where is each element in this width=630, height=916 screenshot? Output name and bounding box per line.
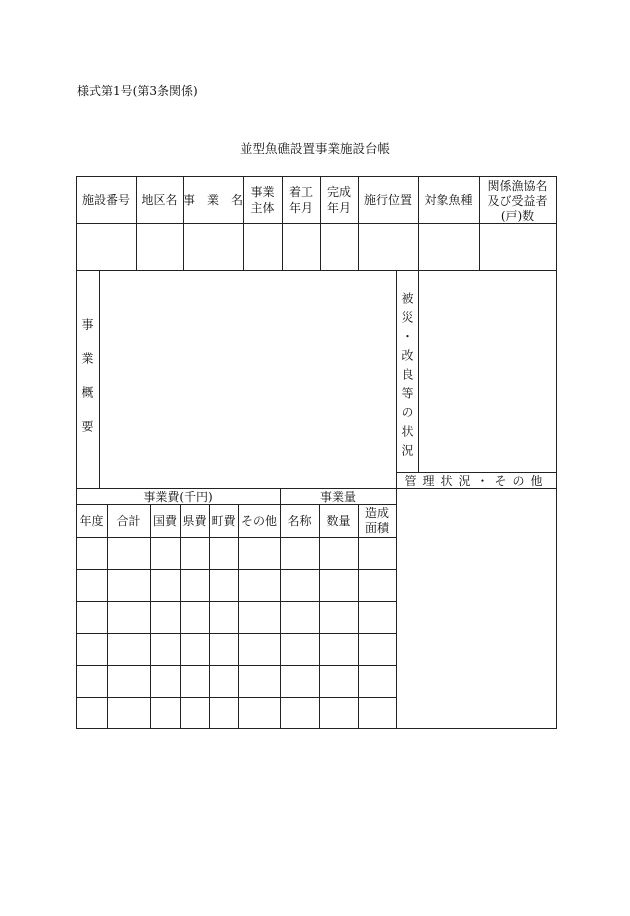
management-label: 管理状況・その他 bbox=[404, 474, 549, 488]
damage-label: 被災・改良等の状況 bbox=[400, 292, 414, 463]
col-quantity: 数量 bbox=[326, 514, 351, 528]
header-facility-no: 施設番号 bbox=[81, 193, 130, 207]
form-title: 並型魚礁設置事業施設台帳 bbox=[239, 141, 390, 156]
col-town: 町費 bbox=[211, 514, 236, 528]
header-related-2: 及び受益者 bbox=[487, 194, 548, 208]
header-district: 地区名 bbox=[141, 193, 178, 207]
header-start-2: 年月 bbox=[288, 201, 313, 215]
col-prefectural: 県費 bbox=[182, 514, 207, 528]
header-project-body-1: 事業 bbox=[250, 185, 275, 199]
header-related-3: (戸)数 bbox=[500, 209, 535, 223]
header-target-fish: 対象魚種 bbox=[424, 193, 473, 207]
overview-label: 事業概要 bbox=[80, 318, 94, 454]
form-number: 様式第1号(第3条関係) bbox=[77, 84, 198, 98]
header-related-1: 関係漁協名 bbox=[487, 179, 548, 193]
header-completion-2: 年月 bbox=[326, 201, 351, 215]
header-project-name: 事 業 名 bbox=[183, 193, 244, 207]
col-total: 合計 bbox=[116, 514, 141, 528]
header-completion-1: 完成 bbox=[326, 185, 351, 199]
qty-group-label: 事業量 bbox=[319, 490, 356, 504]
header-location: 施行位置 bbox=[363, 193, 412, 207]
header-project-body-2: 主体 bbox=[250, 201, 275, 215]
col-national: 国費 bbox=[152, 514, 177, 528]
cost-group-label: 事業費(千円) bbox=[143, 490, 213, 504]
header-start-1: 着工 bbox=[288, 185, 313, 199]
col-fiscal-year: 年度 bbox=[79, 514, 104, 528]
col-name: 名称 bbox=[287, 514, 312, 528]
col-area-2: 面積 bbox=[364, 521, 389, 535]
col-other: その他 bbox=[240, 514, 277, 528]
col-area-1: 造成 bbox=[364, 506, 389, 520]
